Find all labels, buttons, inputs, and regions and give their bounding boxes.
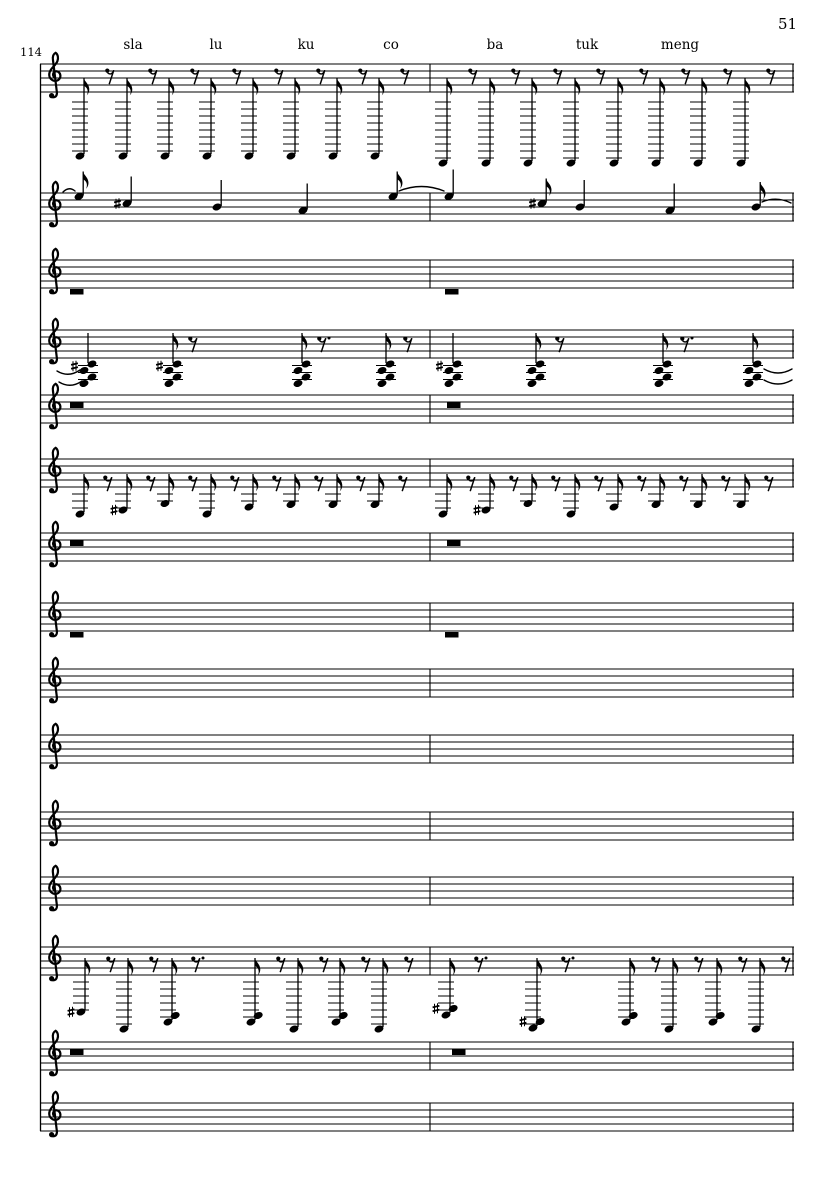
note <box>575 180 586 212</box>
staff-2 <box>40 170 794 228</box>
dotted-eighth-rest <box>561 957 574 973</box>
eighth-rest <box>106 957 115 973</box>
eighth-flag <box>536 333 541 350</box>
eighth-flag <box>295 474 300 491</box>
eighth-flag <box>745 78 750 95</box>
notehead <box>744 379 755 388</box>
notehead <box>444 379 455 388</box>
treble-clef-icon <box>49 658 60 703</box>
eighth-rest <box>764 476 773 492</box>
eighth-rest <box>721 476 730 492</box>
note <box>115 69 157 161</box>
note <box>520 474 560 508</box>
whole-rest <box>452 1050 466 1056</box>
eighth-flag <box>337 474 342 491</box>
treble-clef-icon <box>49 384 60 429</box>
tie <box>764 369 792 373</box>
eighth-rest <box>103 476 112 492</box>
notehead <box>385 372 396 381</box>
eighth-flag <box>173 333 178 350</box>
lyric-syllable: lu <box>209 37 223 53</box>
eighth-flag <box>618 78 623 95</box>
eighth-flag <box>663 333 668 350</box>
eighth-rest <box>272 476 281 492</box>
note <box>733 474 773 509</box>
sharp-icon <box>520 1016 527 1026</box>
staff-1 <box>40 53 794 168</box>
note <box>435 474 475 519</box>
notehead <box>301 372 312 381</box>
chord <box>526 333 564 388</box>
staff-14 <box>40 1031 794 1076</box>
eighth-flag <box>575 78 580 95</box>
dotted-eighth-rest <box>191 957 204 973</box>
treble-clef-icon <box>49 53 60 98</box>
eighth-flag <box>660 78 665 95</box>
note <box>444 170 455 202</box>
eighth-flag <box>127 78 132 95</box>
note <box>733 69 775 168</box>
note <box>435 69 477 168</box>
notehead <box>535 372 546 381</box>
note <box>212 180 223 212</box>
eighth-flag <box>253 474 258 491</box>
staff-13 <box>40 936 794 1034</box>
eighth-flag <box>745 474 750 491</box>
whole-rest <box>70 1050 84 1056</box>
lyric-syllable: ba <box>486 37 504 53</box>
chord <box>71 333 98 388</box>
note <box>648 69 690 168</box>
whole-rest <box>70 289 84 295</box>
staff-11 <box>40 801 794 846</box>
eighth-rest <box>188 476 197 492</box>
eighth-rest <box>276 957 285 973</box>
chord <box>156 333 197 388</box>
staff-10 <box>40 724 794 769</box>
eighth-rest <box>314 476 323 492</box>
eighth-rest <box>356 476 365 492</box>
eighth-rest <box>679 476 688 492</box>
eighth-flag <box>618 474 623 491</box>
notehead <box>377 379 388 388</box>
note <box>72 69 114 161</box>
note <box>618 957 660 1027</box>
eighth-flag <box>83 172 88 189</box>
notehead <box>293 366 304 375</box>
eighth-rest <box>319 957 328 973</box>
notehead <box>654 366 665 375</box>
treble-clef-icon <box>49 319 60 364</box>
note <box>243 957 285 1027</box>
eighth-rest <box>146 476 155 492</box>
notehead <box>452 372 463 381</box>
staff-12 <box>40 866 794 911</box>
eighth-flag <box>253 78 258 95</box>
treble-clef-icon <box>49 801 60 846</box>
sharp-icon <box>111 505 118 515</box>
eighth-rest <box>466 476 475 492</box>
eighth-rest <box>738 957 747 973</box>
lyric-syllable: co <box>383 37 399 53</box>
treble-clef-icon <box>49 182 60 227</box>
eighth-flag <box>760 182 765 199</box>
eighth-rest <box>694 957 703 973</box>
chord <box>376 333 412 388</box>
eighth-flag <box>84 78 89 95</box>
treble-clef-icon <box>49 1092 60 1137</box>
notehead <box>744 366 755 375</box>
eighth-flag <box>379 78 384 95</box>
eighth-rest <box>781 957 790 973</box>
staff-8 <box>40 592 794 638</box>
measure-number: 114 <box>20 45 42 59</box>
notehead <box>377 366 388 375</box>
lyric-syllable: sla <box>123 37 143 53</box>
eighth-flag <box>397 172 402 189</box>
eighth-rest <box>404 957 413 973</box>
note <box>563 69 605 168</box>
note <box>606 69 648 168</box>
staff-7 <box>40 522 794 567</box>
tie <box>63 189 75 192</box>
eighth-rest <box>509 476 518 492</box>
eighth-rest <box>551 476 560 492</box>
treble-clef-icon <box>49 724 60 769</box>
staff-15 <box>40 1092 794 1137</box>
note <box>648 474 688 509</box>
notehead <box>293 379 304 388</box>
note <box>388 172 403 202</box>
treble-clef-icon <box>49 936 60 981</box>
chord <box>653 333 694 388</box>
note <box>328 957 370 1027</box>
note <box>283 69 325 161</box>
treble-clef-icon <box>49 1031 60 1076</box>
note <box>160 957 205 1027</box>
note <box>199 474 239 519</box>
note <box>520 69 562 168</box>
notehead <box>662 372 673 381</box>
note <box>367 69 409 161</box>
whole-rest <box>445 632 459 638</box>
staff-9 <box>40 658 794 703</box>
tie <box>59 381 82 385</box>
notehead <box>752 372 763 381</box>
eighth-flag <box>127 474 132 491</box>
note <box>157 69 199 161</box>
eighth-rest <box>361 957 370 973</box>
sharp-icon <box>436 361 443 371</box>
eighth-flag <box>532 78 537 95</box>
eighth-flag <box>575 474 580 491</box>
notehead <box>87 372 98 381</box>
eighth-flag <box>532 474 537 491</box>
eighth-flag <box>84 474 89 491</box>
notehead <box>172 372 183 381</box>
eighth-flag <box>447 78 452 95</box>
treble-clef-icon <box>49 249 60 294</box>
eighth-flag <box>379 474 384 491</box>
whole-rest <box>445 289 459 295</box>
eighth-flag <box>753 333 758 350</box>
eighth-flag <box>490 474 495 491</box>
note <box>325 69 367 161</box>
eighth-flag <box>490 78 495 95</box>
eighth-flag <box>660 474 665 491</box>
note <box>690 474 730 509</box>
whole-rest <box>447 403 461 409</box>
notehead <box>527 366 538 375</box>
sharp-icon <box>433 1003 440 1013</box>
note <box>283 474 323 509</box>
note <box>433 957 488 1020</box>
notehead <box>164 379 175 388</box>
note <box>298 184 309 216</box>
whole-rest <box>70 403 84 409</box>
eighth-rest <box>230 476 239 492</box>
page-number: 51 <box>778 15 798 33</box>
eighth-rest <box>149 957 158 973</box>
whole-rest <box>70 541 84 547</box>
treble-clef-icon <box>49 522 60 567</box>
chord <box>292 333 331 388</box>
eighth-flag <box>295 78 300 95</box>
note <box>72 474 112 519</box>
eighth-rest <box>398 476 407 492</box>
note <box>241 69 283 161</box>
lyric-syllable: meng <box>660 37 700 53</box>
chord <box>743 333 763 388</box>
tie <box>399 187 444 192</box>
eighth-flag <box>337 78 342 95</box>
sharp-icon <box>474 505 481 515</box>
whole-rest <box>70 632 84 638</box>
note <box>690 69 732 168</box>
lyric-syllable: tuk <box>575 37 599 53</box>
eighth-flag <box>211 474 216 491</box>
staff-4 <box>40 319 794 388</box>
treble-clef-icon <box>49 592 60 637</box>
sharp-icon <box>71 361 78 371</box>
eighth-flag <box>211 78 216 95</box>
dotted-eighth-rest <box>474 957 487 973</box>
note <box>705 957 747 1027</box>
note <box>325 474 365 509</box>
staff-3 <box>40 249 794 295</box>
note <box>478 69 520 168</box>
eighth-rest <box>594 476 603 492</box>
sharp-icon <box>156 361 163 371</box>
eighth-rest <box>651 957 660 973</box>
note <box>665 184 676 216</box>
eighth-flag <box>302 333 307 350</box>
note <box>157 474 197 508</box>
note <box>68 957 115 1018</box>
notehead <box>79 379 90 388</box>
notehead <box>654 379 665 388</box>
eighth-flag <box>447 474 452 491</box>
treble-clef-icon <box>49 866 60 911</box>
notehead <box>164 366 175 375</box>
sharp-icon <box>68 1007 75 1017</box>
eighth-flag <box>169 78 174 95</box>
notehead <box>527 379 538 388</box>
staff-5 <box>40 384 794 429</box>
treble-clef-icon <box>49 448 60 493</box>
tie <box>764 380 792 384</box>
chord <box>436 333 463 388</box>
whole-rest <box>447 541 461 547</box>
tie <box>57 370 80 374</box>
note <box>367 474 407 509</box>
note <box>529 179 551 209</box>
note <box>199 69 241 161</box>
eighth-rest <box>637 476 646 492</box>
eighth-flag <box>702 78 707 95</box>
note <box>563 474 603 519</box>
eighth-flag <box>702 474 707 491</box>
note <box>74 172 89 202</box>
staff-6 <box>40 448 794 519</box>
notehead <box>444 366 455 375</box>
eighth-flag <box>386 333 391 350</box>
lyric-syllable: ku <box>297 37 315 53</box>
eighth-flag <box>169 474 174 491</box>
